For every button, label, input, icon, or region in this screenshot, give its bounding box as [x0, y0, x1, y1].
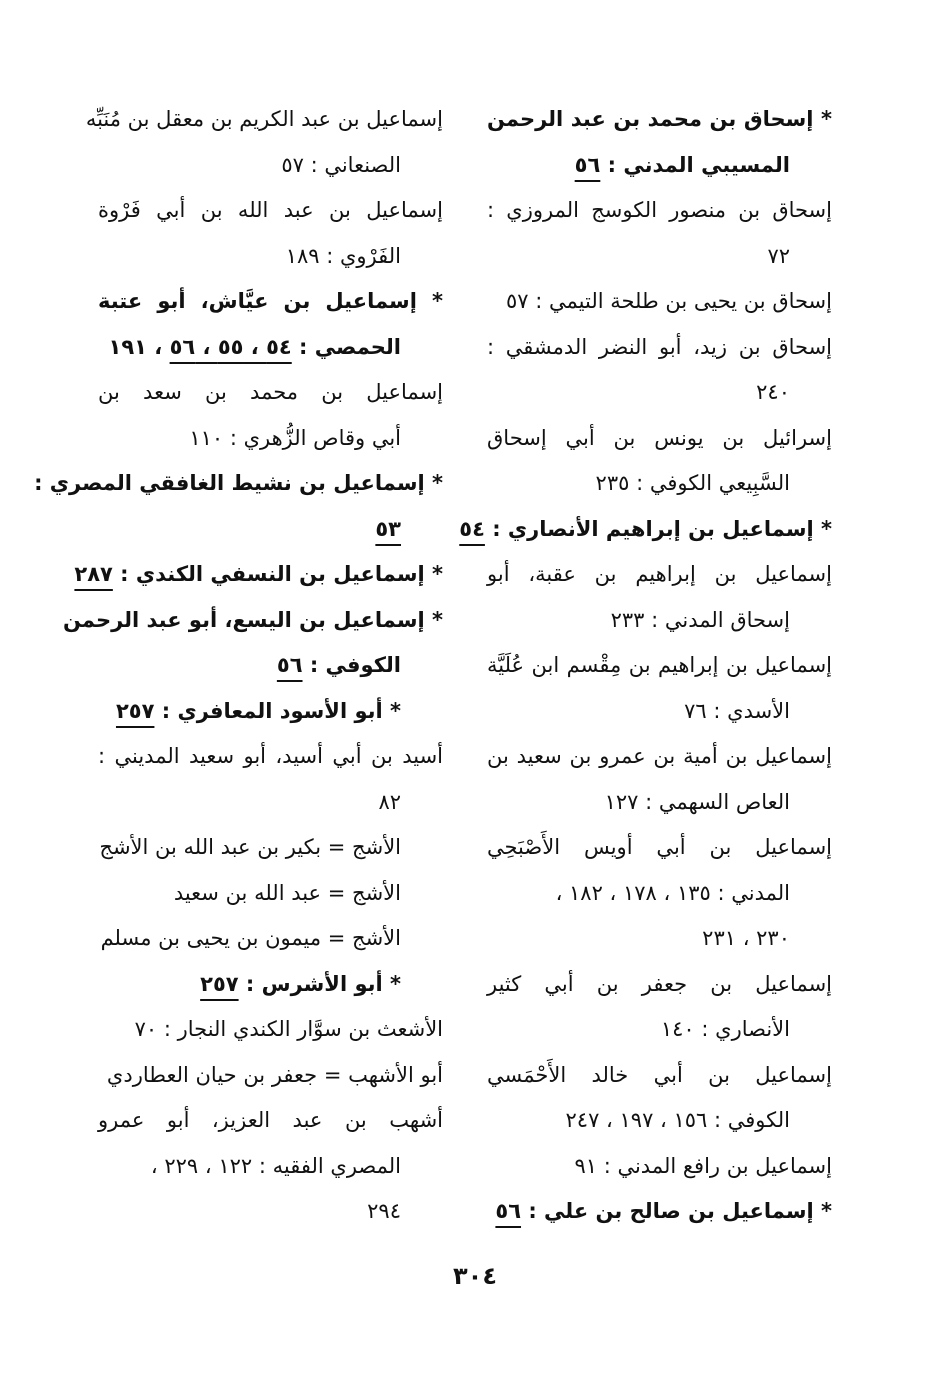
entry-text: * إسحاق بن محمد بن عبد الرحمن [487, 107, 832, 131]
entry-text: * إسماعيل بن النسفي الكندي : [112, 562, 443, 586]
index-entry [98, 279, 443, 370]
entry-line [98, 916, 443, 962]
entry-line [487, 916, 832, 962]
entry-text: * أبو الأشرس : [238, 971, 401, 996]
index-entry [98, 1007, 443, 1053]
entry-line [487, 1144, 832, 1190]
entry-text: ٢٤٠ [756, 380, 790, 404]
right-column [459, 97, 832, 1235]
underlined-page-ref: ٢٨٧ [74, 562, 113, 586]
index-entry [98, 734, 443, 825]
entry-text: ٢٩٤ [367, 1199, 401, 1223]
entry-line [487, 143, 832, 189]
entry-line [98, 1144, 443, 1190]
entry-text: إسماعيل بن رافع المدني : ٩١ [574, 1153, 832, 1178]
index-entry [487, 279, 832, 325]
entry-text: إسماعيل بن جعفر بن أبي كثير [487, 971, 832, 996]
entry-text: إسحاق بن منصور الكوسج المروزي : [487, 198, 832, 222]
entry-line [487, 552, 832, 598]
entry-text: * أبو الأسود المعافري : [154, 698, 401, 723]
index-entry [487, 734, 832, 825]
entry-text: المصري الفقيه : ١٢٢ ، ٢٢٩ ، [150, 1153, 401, 1178]
entry-text: إسماعيل بن إبراهيم بن عقبة، أبو [487, 562, 832, 586]
entry-line [98, 871, 443, 917]
entry-line [98, 279, 443, 325]
entry-text: الأشج = بكير بن عبد الله بن الأشج [99, 835, 401, 859]
index-entry [98, 1053, 443, 1099]
underlined-page-ref: ٥٤ [459, 516, 485, 541]
entry-text: إسماعيل بن عبد الكريم بن معقل بن مُنَبِّه [85, 107, 443, 131]
underlined-page-ref: ٥٦ [495, 1199, 522, 1223]
entry-text: العاص السهمي : ١٢٧ [604, 789, 790, 814]
entry-text: أبي وقاص الزُّهري : ١١٠ [189, 425, 401, 450]
entry-text: إسحاق بن زيد، أبو النضر الدمشقي : [487, 334, 832, 359]
entry-line [487, 825, 832, 871]
entry-line [98, 643, 443, 689]
index-entry [487, 416, 832, 507]
entry-text: الأشعث بن سوَّار الكندي النجار : ٧٠ [134, 1017, 443, 1041]
entry-text: * إسماعيل بن إبراهيم الأنصاري : [484, 516, 832, 541]
underlined-page-ref: ٥٣ [375, 516, 401, 541]
entry-text: ٧٢ [767, 243, 790, 268]
entry-line [487, 279, 832, 325]
index-entry [74, 552, 443, 598]
index-entry [487, 1189, 832, 1235]
entry-text: أسيد بن أبي أسيد، أبو سعيد المديني : [98, 744, 443, 768]
index-entry [98, 871, 443, 917]
entry-line [487, 1053, 832, 1099]
entry-text: * إسماعيل بن صالح بن علي : [521, 1199, 832, 1223]
entry-text: إسماعيل بن أبي أويس الأَصْبَحِي [487, 835, 832, 859]
entry-line [487, 643, 832, 689]
entry-line [98, 825, 443, 871]
entry-line [487, 188, 832, 234]
index-entry [34, 461, 443, 552]
entry-text: إسماعيل بن محمد بن سعد بن [98, 380, 443, 404]
entry-line [98, 734, 443, 780]
entry-line [487, 370, 832, 416]
entry-line [98, 1189, 443, 1235]
entry-text: إسماعيل بن أمية بن عمرو بن سعيد بن [487, 744, 832, 768]
entry-line [98, 507, 443, 553]
index-entry [98, 962, 443, 1008]
entry-line [487, 780, 832, 826]
underlined-page-ref: ٥٦ [276, 653, 303, 677]
index-entry [487, 97, 832, 188]
entry-text: الكوفي : ١٥٦ ، ١٩٧ ، ٢٤٧ [565, 1108, 790, 1132]
entry-line [98, 1098, 443, 1144]
entry-line [98, 143, 443, 189]
index-entry [98, 370, 443, 461]
entry-line [98, 325, 443, 371]
index-entry [487, 188, 832, 279]
index-entry [487, 643, 832, 734]
entry-text: الحمصي : [291, 334, 401, 359]
entry-line [487, 1189, 832, 1235]
entry-line [98, 962, 443, 1008]
entry-line [487, 97, 832, 143]
entry-line [487, 325, 832, 371]
index-entry [487, 825, 832, 962]
underlined-page-ref: ٢٥٧ [200, 971, 239, 996]
underlined-page-ref: ٢٥٧ [115, 698, 155, 723]
left-column [34, 97, 443, 1235]
entry-line [74, 552, 443, 598]
entry-line [487, 734, 832, 780]
entry-text: إسرائيل بن يونس بن أبي إسحاق [487, 425, 832, 450]
entry-line [98, 1007, 443, 1053]
index-entry [487, 1144, 832, 1190]
entry-text: المسيبي المدني : [600, 152, 790, 177]
underlined-page-ref: ٥٤ ، ٥٥ ، ٥٦ [169, 334, 292, 359]
entry-text: إسحاق المدني : ٢٣٣ [610, 607, 790, 632]
entry-line [85, 97, 443, 143]
index-entry [98, 916, 443, 962]
entry-line [98, 234, 443, 280]
entry-text: إسماعيل بن إبراهيم بن مِقْسم ابن عُلَيَّة [487, 653, 832, 677]
entry-text: ٢٣٠ ، ٢٣١ [702, 926, 790, 950]
entry-line [487, 1007, 832, 1053]
entry-text: إسماعيل بن أبي خالد الأَحْمَسي [487, 1062, 832, 1087]
entry-text: الأشج = ميمون بن يحيى بن مسلم [100, 926, 401, 950]
entry-line [98, 370, 443, 416]
index-entry [85, 97, 443, 188]
index-entry [98, 825, 443, 871]
entry-text: الكوفي : [302, 653, 401, 677]
entry-line [98, 416, 443, 462]
entry-line [487, 1098, 832, 1144]
entry-text: الأنصاري : ١٤٠ [660, 1017, 790, 1041]
index-entry [487, 325, 832, 416]
entry-line [98, 1053, 443, 1099]
index-entry [98, 1098, 443, 1235]
entry-line [487, 234, 832, 280]
page-number: ٣٠٤ [453, 1262, 497, 1290]
entry-line [487, 962, 832, 1008]
page-ref: ، ١٩١ [108, 334, 170, 359]
entry-text: * إسماعيل بن نشيط الغافقي المصري : [34, 471, 443, 495]
entry-text: أبو الأشهب = جعفر بن حيان العطاردي [106, 1062, 443, 1087]
index-entry [487, 962, 832, 1053]
entry-line [62, 598, 443, 644]
entry-text: الأشج = عبد الله بن سعيد [173, 880, 401, 905]
entry-text: الصنعاني : ٥٧ [281, 152, 401, 177]
entry-text: إسماعيل بن عبد الله بن أبي فَرْوة [98, 198, 443, 222]
entry-line [487, 416, 832, 462]
entry-line [487, 598, 832, 644]
entry-text: الأسدي : ٧٦ [684, 698, 790, 723]
index-entry [62, 598, 443, 689]
entry-text: المدني : ١٣٥ ، ١٧٨ ، ١٨٢ ، [555, 880, 790, 905]
entry-line [487, 871, 832, 917]
entry-line [459, 507, 832, 553]
index-entry [459, 507, 832, 553]
underlined-page-ref: ٥٦ [574, 152, 601, 177]
entry-line [34, 461, 443, 507]
entry-text: * إسماعيل بن اليسع، أبو عبد الرحمن [62, 607, 443, 632]
entry-text: السَّبِيعي الكوفي : ٢٣٥ [595, 471, 790, 495]
entry-text: الفَرْوي : ١٨٩ [285, 243, 401, 268]
entry-text: إسحاق بن يحيى بن طلحة التيمي : ٥٧ [506, 289, 832, 313]
entry-line [487, 689, 832, 735]
entry-text: ٨٢ [378, 789, 401, 814]
index-entry [98, 188, 443, 279]
entry-line [98, 780, 443, 826]
entry-line [98, 689, 443, 735]
entry-text: * إسماعيل بن عيَّاش، أبو عتبة [98, 289, 443, 313]
index-entry [487, 1053, 832, 1144]
index-entry [487, 552, 832, 643]
index-entry [98, 689, 443, 735]
entry-line [98, 188, 443, 234]
entry-line [487, 461, 832, 507]
entry-text: أشهب بن عبد العزيز، أبو عمرو [98, 1108, 443, 1132]
